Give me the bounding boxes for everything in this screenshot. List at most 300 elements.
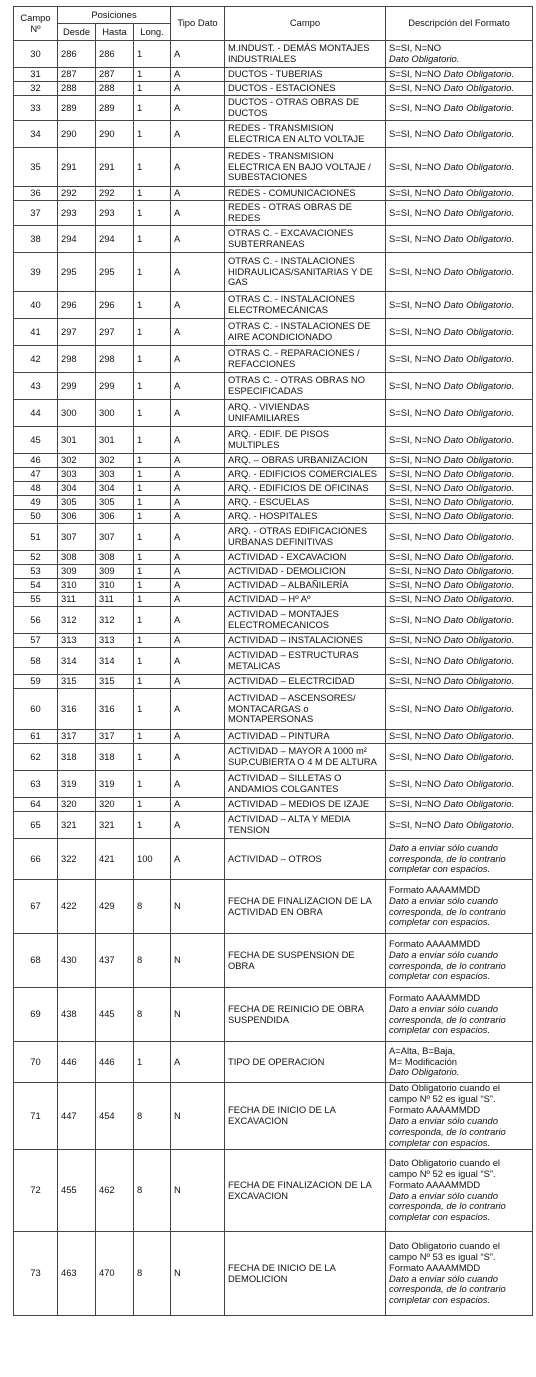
desc-plain: Formato AAAAMMDD xyxy=(389,883,481,895)
row-campo xyxy=(225,988,386,1042)
row-long: 8 xyxy=(134,934,171,988)
row-desde: 299 xyxy=(58,373,96,400)
row-tipo-dato: A xyxy=(171,226,225,253)
row-campo-num: 32 xyxy=(14,82,58,96)
campo-line: OTRAS C. - EXCAVACIONES xyxy=(228,227,354,239)
table-row xyxy=(14,468,533,482)
row-campo xyxy=(225,482,386,496)
row-campo-num: 73 xyxy=(14,1232,58,1316)
row-hasta: 311 xyxy=(96,593,134,607)
row-long: 1 xyxy=(134,187,171,201)
row-hasta: 301 xyxy=(96,427,134,454)
campo-line: ACTIVIDAD - EXCAVACION xyxy=(228,551,347,563)
table-row xyxy=(14,346,533,373)
row-desde: 287 xyxy=(58,68,96,82)
row-campo-num: 53 xyxy=(14,565,58,579)
table-row xyxy=(14,934,533,988)
row-descripcion xyxy=(386,82,533,96)
desc-plain: S=SI, N=NO xyxy=(389,634,444,646)
campo-line: METALICAS xyxy=(228,660,281,671)
desc-plain: campo Nº 52 es igual “S”. xyxy=(389,1167,496,1179)
desc-plain: S=SI, N=NO xyxy=(389,482,444,494)
row-descripcion xyxy=(386,201,533,226)
field-spec-table xyxy=(13,6,533,1316)
campo-line: MONTAPERSONAS xyxy=(228,713,314,725)
desc-italic: completar con espacios. xyxy=(389,1136,491,1148)
row-descripcion xyxy=(386,319,533,346)
row-descripcion xyxy=(386,454,533,468)
desc-italic: Dato a enviar sólo cuando xyxy=(389,1189,498,1201)
desc-plain: S=SI, N=NO xyxy=(389,565,444,577)
row-tipo-dato: A xyxy=(171,148,225,187)
desc-plain: S=SI, N=NO xyxy=(389,325,444,337)
row-campo-num: 48 xyxy=(14,482,58,496)
row-tipo-dato: A xyxy=(171,454,225,468)
desc-plain: S=SI, N=NO xyxy=(389,798,444,810)
row-long: 1 xyxy=(134,82,171,96)
row-campo-num: 62 xyxy=(14,744,58,771)
row-long: 1 xyxy=(134,454,171,468)
row-campo-num: 39 xyxy=(14,253,58,292)
desc-plain: S=SI, N=NO xyxy=(389,101,444,113)
row-desde: 446 xyxy=(58,1042,96,1083)
row-hasta: 307 xyxy=(96,524,134,551)
desc-italic: Dato a enviar sólo cuando xyxy=(389,1272,498,1284)
campo-line: ELECTROMECÁNICAS xyxy=(228,304,329,315)
row-desde: 319 xyxy=(58,771,96,798)
row-campo xyxy=(225,607,386,634)
row-desde: 314 xyxy=(58,648,96,675)
desc-italic: Dato Obligatorio. xyxy=(443,579,515,591)
table-row xyxy=(14,579,533,593)
row-campo xyxy=(225,319,386,346)
campo-line: ACTIVIDAD – MAYOR A 1000 m² xyxy=(228,745,367,757)
campo-line: URBANAS DEFINITIVAS xyxy=(228,536,334,547)
row-long: 1 xyxy=(134,292,171,319)
row-tipo-dato: A xyxy=(171,730,225,744)
row-long: 8 xyxy=(134,1083,171,1150)
row-campo xyxy=(225,226,386,253)
row-campo-num: 57 xyxy=(14,634,58,648)
desc-plain: S=SI, N=NO xyxy=(389,613,444,625)
row-descripcion xyxy=(386,427,533,454)
row-campo-num: 44 xyxy=(14,400,58,427)
table-row xyxy=(14,988,533,1042)
row-descripcion xyxy=(386,648,533,675)
desc-plain: Formato AAAAMMDD xyxy=(389,1104,481,1116)
row-hasta: 306 xyxy=(96,510,134,524)
row-long: 1 xyxy=(134,121,171,148)
row-tipo-dato: A xyxy=(171,400,225,427)
row-hasta: 302 xyxy=(96,454,134,468)
desc-italic: completar con espacios. xyxy=(389,1211,491,1223)
row-campo-num: 34 xyxy=(14,121,58,148)
row-long: 1 xyxy=(134,744,171,771)
campo-line: OBRA xyxy=(228,959,255,971)
row-hasta: 320 xyxy=(96,798,134,812)
row-campo-num: 33 xyxy=(14,96,58,121)
row-long: 8 xyxy=(134,880,171,934)
row-campo xyxy=(225,496,386,510)
header-tipo-dato: Tipo Dato xyxy=(171,7,225,41)
row-desde: 289 xyxy=(58,96,96,121)
row-campo-num: 43 xyxy=(14,373,58,400)
row-campo xyxy=(225,454,386,468)
row-hasta: 295 xyxy=(96,253,134,292)
row-descripcion xyxy=(386,607,533,634)
row-hasta: 310 xyxy=(96,579,134,593)
row-desde: 308 xyxy=(58,551,96,565)
row-campo xyxy=(225,1083,386,1150)
row-descripcion xyxy=(386,400,533,427)
table-row xyxy=(14,201,533,226)
row-descripcion xyxy=(386,187,533,201)
desc-plain: S=SI, N=NO xyxy=(389,206,444,218)
row-hasta: 290 xyxy=(96,121,134,148)
campo-line: FECHA DE FINALIZACION DE LA xyxy=(228,894,372,906)
row-long: 1 xyxy=(134,510,171,524)
desc-plain: S=SI, N=NO xyxy=(389,454,444,466)
desc-italic: Dato Obligatorio. xyxy=(443,702,515,714)
row-tipo-dato: A xyxy=(171,373,225,400)
campo-line: ACTIVIDAD – Hº Aº xyxy=(228,593,311,605)
row-tipo-dato: A xyxy=(171,675,225,689)
row-descripcion xyxy=(386,798,533,812)
campo-line: FECHA DE FINALIZACION DE LA xyxy=(228,1178,372,1190)
row-hasta: 289 xyxy=(96,96,134,121)
row-long: 1 xyxy=(134,68,171,82)
row-long: 8 xyxy=(134,1232,171,1316)
desc-plain: S=SI, N=NO xyxy=(389,187,444,199)
row-descripcion xyxy=(386,524,533,551)
table-row xyxy=(14,607,533,634)
desc-plain: Dato Obligatorio cuando el xyxy=(389,1082,501,1094)
campo-line: FECHA DE INICIO DE LA xyxy=(228,1104,336,1116)
row-tipo-dato: A xyxy=(171,839,225,880)
header-long: Long. xyxy=(134,24,171,41)
row-hasta: 288 xyxy=(96,82,134,96)
row-long: 1 xyxy=(134,496,171,510)
desc-plain: S=SI, N=NO xyxy=(389,579,444,591)
row-long: 1 xyxy=(134,41,171,68)
desc-italic: completar con espacios. xyxy=(389,970,491,982)
row-descripcion xyxy=(386,496,533,510)
row-campo-num: 51 xyxy=(14,524,58,551)
row-hasta: 421 xyxy=(96,839,134,880)
desc-plain: S=SI, N=NO xyxy=(389,510,444,522)
desc-plain: S=SI, N=NO xyxy=(389,127,444,139)
desc-plain: S=SI, N=NO xyxy=(389,551,444,563)
row-long: 1 xyxy=(134,427,171,454)
table-row xyxy=(14,880,533,934)
row-long: 1 xyxy=(134,253,171,292)
row-tipo-dato: A xyxy=(171,812,225,839)
campo-line: ARQ. - ESCUELAS xyxy=(228,496,310,508)
row-campo xyxy=(225,400,386,427)
desc-italic: Dato Obligatorio. xyxy=(443,777,515,789)
campo-line: ELECTROMECANICOS xyxy=(228,619,330,630)
row-hasta: 318 xyxy=(96,744,134,771)
row-desde: 302 xyxy=(58,454,96,468)
row-desde: 300 xyxy=(58,400,96,427)
desc-italic: Dato Obligatorio. xyxy=(389,53,460,64)
row-descripcion xyxy=(386,68,533,82)
row-long: 1 xyxy=(134,771,171,798)
row-hasta: 315 xyxy=(96,675,134,689)
row-tipo-dato: A xyxy=(171,1042,225,1083)
table-row xyxy=(14,839,533,880)
row-tipo-dato: A xyxy=(171,253,225,292)
header-posiciones: Posiciones xyxy=(58,7,171,24)
desc-italic: Dato Obligatorio. xyxy=(443,127,515,139)
row-long: 1 xyxy=(134,730,171,744)
row-desde: 309 xyxy=(58,565,96,579)
row-tipo-dato: A xyxy=(171,292,225,319)
campo-line: ACTIVIDAD – MEDIOS DE IZAJE xyxy=(228,798,370,810)
row-long: 1 xyxy=(134,579,171,593)
row-desde: 312 xyxy=(58,607,96,634)
campo-line: ACTIVIDAD – SILLETAS O xyxy=(228,772,342,784)
row-hasta: 305 xyxy=(96,496,134,510)
desc-plain: S=SI, N=NO xyxy=(389,750,444,762)
campo-line: ACTIVIDAD – ESTRUCTURAS xyxy=(228,649,359,661)
campo-line: ARQ. - EDIFICIOS COMERCIALES xyxy=(228,468,377,480)
row-campo xyxy=(225,68,386,82)
campo-line: INDUSTRIALES xyxy=(228,53,297,64)
row-campo-num: 56 xyxy=(14,607,58,634)
row-campo xyxy=(225,744,386,771)
desc-italic: Dato Obligatorio. xyxy=(443,187,515,199)
row-tipo-dato: N xyxy=(171,934,225,988)
desc-italic: Dato Obligatorio. xyxy=(443,551,515,563)
row-campo-num: 59 xyxy=(14,675,58,689)
row-tipo-dato: A xyxy=(171,744,225,771)
row-campo xyxy=(225,1232,386,1316)
row-tipo-dato: N xyxy=(171,1232,225,1316)
row-campo-num: 55 xyxy=(14,593,58,607)
desc-plain: S=SI, N=NO xyxy=(389,530,444,542)
campo-line: OTRAS C. - INSTALACIONES xyxy=(228,293,355,305)
row-campo xyxy=(225,373,386,400)
row-tipo-dato: A xyxy=(171,427,225,454)
row-descripcion xyxy=(386,880,533,934)
row-tipo-dato: A xyxy=(171,319,225,346)
campo-line: ARQ. - EDIF. DE PISOS xyxy=(228,428,330,440)
desc-italic: completar con espacios. xyxy=(389,916,491,928)
desc-italic: corresponda, de lo contrario xyxy=(389,1283,506,1295)
campo-line: M.INDUST. - DEMÁS MONTAJES xyxy=(228,42,370,54)
campo-line: GAS xyxy=(228,276,248,288)
row-desde: 447 xyxy=(58,1083,96,1150)
row-tipo-dato: A xyxy=(171,551,225,565)
row-campo xyxy=(225,812,386,839)
row-tipo-dato: A xyxy=(171,482,225,496)
row-desde: 313 xyxy=(58,634,96,648)
row-tipo-dato: A xyxy=(171,579,225,593)
row-desde: 301 xyxy=(58,427,96,454)
campo-line: AIRE ACONDICIONADO xyxy=(228,331,333,342)
row-long: 1 xyxy=(134,689,171,730)
row-long: 1 xyxy=(134,482,171,496)
campo-line: REDES - TRANSMISION xyxy=(228,149,334,161)
campo-line: ACTIVIDAD – OTROS xyxy=(228,852,322,864)
row-campo xyxy=(225,510,386,524)
row-tipo-dato: A xyxy=(171,524,225,551)
row-long: 8 xyxy=(134,988,171,1042)
row-desde: 292 xyxy=(58,187,96,201)
desc-italic: Dato Obligatorio. xyxy=(443,530,515,542)
desc-italic: corresponda, de lo contrario xyxy=(389,852,506,864)
row-long: 1 xyxy=(134,551,171,565)
row-campo xyxy=(225,292,386,319)
row-long: 1 xyxy=(134,373,171,400)
desc-italic: Dato Obligatorio. xyxy=(443,482,515,494)
desc-plain: Formato AAAAMMDD xyxy=(389,991,481,1003)
desc-plain: S=SI, N=NO xyxy=(389,433,444,445)
row-long: 1 xyxy=(134,812,171,839)
table-row xyxy=(14,41,533,68)
row-hasta: 296 xyxy=(96,292,134,319)
campo-line: ACTIVIDAD – MONTAJES xyxy=(228,608,339,620)
row-desde: 307 xyxy=(58,524,96,551)
desc-italic: Dato Obligatorio. xyxy=(443,82,515,94)
campo-line: OTRAS C. - REPARACIONES / xyxy=(228,347,360,359)
table-row xyxy=(14,226,533,253)
desc-plain: S=SI, N=NO xyxy=(389,352,444,364)
row-long: 1 xyxy=(134,148,171,187)
row-campo-num: 49 xyxy=(14,496,58,510)
row-campo xyxy=(225,346,386,373)
campo-line: ACTIVIDAD EN OBRA xyxy=(228,905,323,917)
campo-line: SUSPENDIDA xyxy=(228,1013,289,1025)
row-hasta: 445 xyxy=(96,988,134,1042)
table-row xyxy=(14,148,533,187)
table-row xyxy=(14,319,533,346)
table-row xyxy=(14,730,533,744)
row-desde: 286 xyxy=(58,41,96,68)
desc-italic: Dato Obligatorio. xyxy=(443,325,515,337)
row-descripcion xyxy=(386,1042,533,1083)
row-campo xyxy=(225,82,386,96)
table-row xyxy=(14,565,533,579)
campo-line: ARQ. - VIVIENDAS xyxy=(228,401,310,413)
row-tipo-dato: N xyxy=(171,1150,225,1232)
row-descripcion xyxy=(386,96,533,121)
desc-italic: completar con espacios. xyxy=(389,1024,491,1036)
table-row xyxy=(14,812,533,839)
desc-italic: Dato Obligatorio. xyxy=(443,68,515,80)
row-campo xyxy=(225,427,386,454)
desc-italic: Dato Obligatorio. xyxy=(443,634,515,646)
campo-line: FECHA DE REINICIO DE OBRA xyxy=(228,1002,364,1014)
row-descripcion xyxy=(386,988,533,1042)
row-hasta: 429 xyxy=(96,880,134,934)
row-desde: 306 xyxy=(58,510,96,524)
desc-italic: Dato Obligatorio. xyxy=(443,232,515,244)
row-desde: 321 xyxy=(58,812,96,839)
row-descripcion xyxy=(386,253,533,292)
desc-italic: Dato Obligatorio. xyxy=(443,613,515,625)
desc-plain: S=SI, N=NO xyxy=(389,468,444,480)
campo-line: REDES - OTRAS OBRAS DE xyxy=(228,201,352,213)
desc-plain: Formato AAAAMMDD xyxy=(389,937,481,949)
row-desde: 322 xyxy=(58,839,96,880)
desc-plain: Dato Obligatorio cuando el xyxy=(389,1239,501,1251)
row-tipo-dato: A xyxy=(171,648,225,675)
campo-line: ARQ. - OTRAS EDIFICACIONES xyxy=(228,525,368,537)
campo-line: FECHA DE SUSPENSION DE xyxy=(228,948,355,960)
row-long: 1 xyxy=(134,468,171,482)
row-descripcion xyxy=(386,482,533,496)
table-row xyxy=(14,1232,533,1316)
row-hasta: 470 xyxy=(96,1232,134,1316)
table-row xyxy=(14,524,533,551)
row-tipo-dato: A xyxy=(171,689,225,730)
desc-italic: corresponda, de lo contrario xyxy=(389,1013,506,1025)
desc-italic: Dato Obligatorio. xyxy=(443,675,515,687)
row-tipo-dato: A xyxy=(171,201,225,226)
header-campo: Campo xyxy=(225,7,386,41)
desc-italic: Dato Obligatorio. xyxy=(443,468,515,480)
row-descripcion xyxy=(386,579,533,593)
table-row xyxy=(14,68,533,82)
table-row xyxy=(14,648,533,675)
row-hasta: 304 xyxy=(96,482,134,496)
desc-plain: S=SI, N=NO xyxy=(389,675,444,687)
desc-plain: S=SI, N=NO xyxy=(389,82,444,94)
desc-italic: Dato Obligatorio. xyxy=(443,510,515,522)
campo-line: UNIFAMILIARES xyxy=(228,412,300,423)
desc-plain: S=SI, N=NO xyxy=(389,730,444,742)
table-row xyxy=(14,1083,533,1150)
row-campo xyxy=(225,730,386,744)
header-descripcion: Descripción del Formato xyxy=(386,7,533,41)
row-tipo-dato: A xyxy=(171,798,225,812)
desc-italic: Dato Obligatorio. xyxy=(443,750,515,762)
row-campo-num: 63 xyxy=(14,771,58,798)
campo-line: ELECTRICA EN ALTO VOLTAJE xyxy=(228,133,365,144)
row-campo-num: 71 xyxy=(14,1083,58,1150)
campo-line: DUCTOS - ESTACIONES xyxy=(228,82,336,94)
row-desde: 304 xyxy=(58,482,96,496)
row-hasta: 309 xyxy=(96,565,134,579)
row-desde: 298 xyxy=(58,346,96,373)
row-hasta: 454 xyxy=(96,1083,134,1150)
campo-line: REDES xyxy=(228,212,261,223)
row-tipo-dato: A xyxy=(171,607,225,634)
row-campo-num: 54 xyxy=(14,579,58,593)
row-descripcion xyxy=(386,1150,533,1232)
row-descripcion xyxy=(386,689,533,730)
campo-line: ANDAMIOS COLGANTES xyxy=(228,783,339,794)
row-tipo-dato: N xyxy=(171,1083,225,1150)
row-tipo-dato: N xyxy=(171,880,225,934)
desc-plain: S=SI, N=NO xyxy=(389,68,444,80)
row-descripcion xyxy=(386,1083,533,1150)
row-campo xyxy=(225,468,386,482)
row-long: 1 xyxy=(134,201,171,226)
row-desde: 463 xyxy=(58,1232,96,1316)
campo-line: SUBESTACIONES xyxy=(228,171,308,183)
row-desde: 303 xyxy=(58,468,96,482)
desc-italic: Dato a enviar sólo cuando xyxy=(389,894,498,906)
row-campo xyxy=(225,798,386,812)
table-row xyxy=(14,82,533,96)
row-desde: 296 xyxy=(58,292,96,319)
campo-line: ACTIVIDAD – ELECTRCIDAD xyxy=(228,675,355,687)
desc-italic: corresponda, de lo contrario xyxy=(389,1200,506,1212)
row-descripcion xyxy=(386,812,533,839)
